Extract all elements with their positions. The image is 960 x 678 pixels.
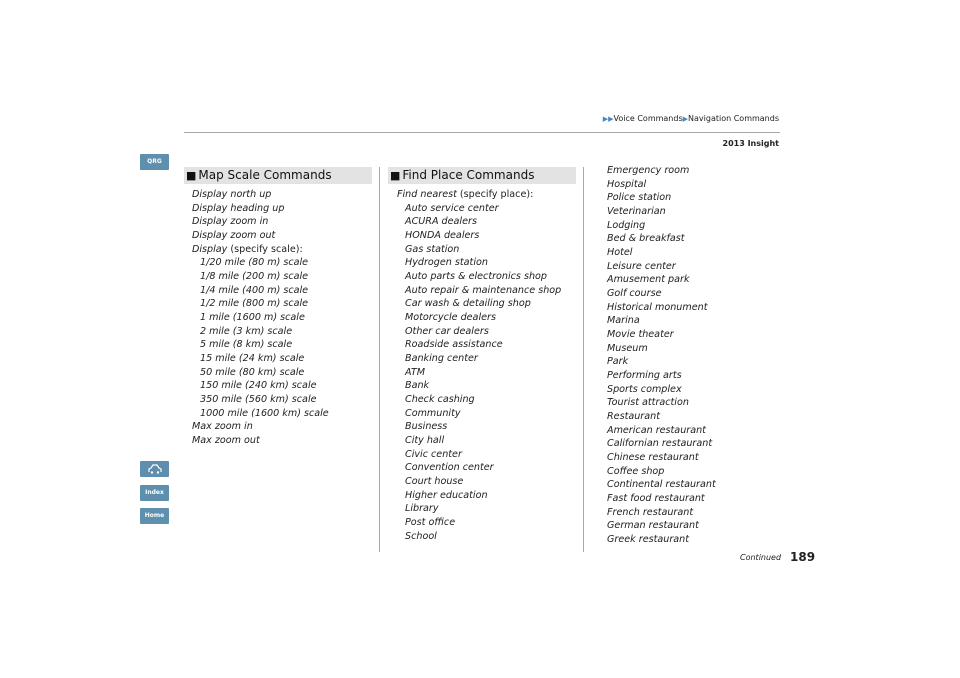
list-item-text: Chinese restaurant [607,452,699,464]
list-item-text: 15 mile (24 km) scale [200,353,305,365]
list-item [397,434,561,448]
list-item [607,301,716,315]
list-item-text: Bank [405,380,430,392]
list-item [192,407,329,421]
list-item-text: Court house [405,476,464,488]
list-item-text: French restaurant [607,506,694,518]
list-item [607,260,716,274]
list-item [397,502,561,516]
list-item [397,366,561,380]
list-item-text: Lodging [607,219,646,231]
list-item-text: Gas station [405,243,460,255]
breadcrumb [603,114,779,123]
list-item-text: Park [607,356,629,368]
list-item [192,393,329,407]
list-item [607,533,716,547]
header-divider [184,132,780,133]
list-item-text: Higher education [405,489,488,501]
list-item-text: Car wash & detailing shop [405,298,531,310]
list-item [607,342,716,356]
list-item [397,461,561,475]
list-item-text: Hotel [607,247,633,259]
list-item [607,355,716,369]
list-item [192,229,329,243]
list-item-text: Motorcycle dealers [405,312,496,324]
list-item [397,489,561,503]
list-item [397,393,561,407]
square-bullet-icon: ■ [186,169,197,182]
list-item-text: 1 mile (1600 m) scale [200,312,305,324]
list-item [397,407,561,421]
list-item [397,215,561,229]
list-item [192,243,329,257]
list-item-text: ATM [405,366,426,378]
list-item [397,325,561,339]
list-item-text: Tourist attraction [607,397,689,409]
list-item-text: Auto service center [405,202,499,214]
list-item-text: 50 mile (80 km) scale [200,366,305,378]
list-item-text: Display zoom out [192,230,276,242]
list-item [192,311,329,325]
column-divider [379,167,380,552]
list-item [192,366,329,380]
list-item [607,519,716,533]
list-item [607,178,716,192]
list-item [192,297,329,311]
list-item [607,424,716,438]
list-item [192,325,329,339]
list-item-text: Museum [607,342,648,354]
list-item-text: Continental restaurant [607,479,716,491]
list-item-text: Restaurant [607,411,660,423]
list-item [192,256,329,270]
model-label: 2013 Insight [722,139,779,148]
list-item-text: Movie theater [607,329,674,341]
list-item [192,270,329,284]
list-item [397,475,561,489]
list-item [192,215,329,229]
list-item [397,188,561,202]
list-item-text: American restaurant [607,424,706,436]
list-item [397,311,561,325]
list-item [607,465,716,479]
list-item-text: Banking center [405,353,478,365]
list-item [397,229,561,243]
list-item [397,420,561,434]
list-item-text: Historical monument [607,301,708,313]
list-item-text: Californian restaurant [607,438,713,450]
list-item [607,191,716,205]
list-item [397,530,561,544]
list-item [397,448,561,462]
list-item [607,219,716,233]
list-item-text: Business [405,421,448,433]
list-item [192,338,329,352]
list-item-note: (specify place): [456,189,534,200]
list-item-text: Hydrogen station [405,257,488,269]
list-item [397,202,561,216]
list-item [607,396,716,410]
map-scale-list [192,188,329,448]
list-item-text: Golf course [607,288,662,300]
list-item [397,379,561,393]
toc-tab[interactable] [140,461,169,477]
list-item-text: German restaurant [607,520,699,532]
list-item-text: 150 mile (240 km) scale [200,380,317,392]
list-item-text: Auto parts & electronics shop [405,271,548,283]
list-item-text: Library [405,503,439,515]
list-item [397,284,561,298]
find-place-list [397,188,561,543]
list-item-text: Display [192,243,228,255]
list-item [397,297,561,311]
car-icon [148,464,162,474]
list-item [607,287,716,301]
list-item [607,232,716,246]
list-item-text: 1/20 mile (80 m) scale [200,257,309,269]
list-item-text: Display heading up [192,202,285,214]
list-item-text: Roadside assistance [405,339,503,351]
list-item-text: 1/2 mile (800 m) scale [200,298,309,310]
triangle-right-icon: ▶ [682,115,689,123]
list-item-text: 1/8 mile (200 m) scale [200,271,309,283]
find-place-continued-list [607,164,716,547]
list-item [607,246,716,260]
list-item-text: Police station [607,192,672,204]
list-item-text: Post office [405,517,456,529]
list-item [607,410,716,424]
index-tab[interactable]: Index [140,485,169,501]
list-item-note: (specify scale): [227,243,303,255]
list-item-text: Leisure center [607,260,676,272]
list-item-text: 2 mile (3 km) scale [200,325,293,337]
list-item [397,256,561,270]
list-item-text: Display north up [192,189,272,200]
list-item [607,437,716,451]
list-item [607,492,716,506]
qrg-tab[interactable]: QRG [140,154,169,170]
list-item-text: Auto repair & maintenance shop [405,284,562,296]
triangle-right-icon: ▶ [602,115,609,123]
list-item [192,188,329,202]
list-item-text: 1000 mile (1600 km) scale [200,407,329,419]
list-item [192,284,329,298]
list-item-text: Community [405,407,461,419]
list-item [607,478,716,492]
find-place-heading: ■ Find Place Commands [388,167,576,184]
home-tab[interactable]: Home [140,508,169,524]
list-item [397,270,561,284]
list-item-text: Sports complex [607,383,682,395]
list-item-text: Coffee shop [607,465,665,477]
list-item [397,352,561,366]
list-item [607,205,716,219]
list-item [192,434,329,448]
list-item [607,383,716,397]
list-item-text: Amusement park [607,274,690,286]
list-item-text: Bed & breakfast [607,233,685,245]
list-item-text: Performing arts [607,370,682,382]
list-item-text: 5 mile (8 km) scale [200,339,293,351]
list-item-text: Greek restaurant [607,534,690,546]
list-item-text: Max zoom out [192,435,260,447]
list-item-text: Emergency room [607,165,690,176]
list-item-text: 1/4 mile (400 m) scale [200,284,309,296]
list-item-text: Marina [607,315,640,327]
list-item [192,420,329,434]
list-item-text: 350 mile (560 km) scale [200,394,317,406]
list-item-text: Fast food restaurant [607,493,705,505]
list-item-text: Display zoom in [192,216,269,228]
list-item [397,243,561,257]
triangle-right-icon: ▶ [608,115,614,123]
list-item [192,379,329,393]
list-item-text: Other car dealers [405,325,489,337]
square-bullet-icon: ■ [390,169,401,182]
list-item-text: ACURA dealers [405,216,477,228]
list-item [397,516,561,530]
list-item-text: Convention center [405,462,494,474]
list-item [607,314,716,328]
list-item [607,328,716,342]
list-item [607,164,716,178]
list-item [607,451,716,465]
list-item-text: Hospital [607,178,647,190]
list-item [607,369,716,383]
continued-label: Continued [740,553,782,562]
list-item-text: Civic center [405,448,462,460]
list-item-text: School [405,530,437,542]
list-item-text: Veterinarian [607,206,666,218]
list-item-text: City hall [405,435,445,447]
list-item [192,202,329,216]
breadcrumb-voice-commands[interactable]: Voice Commands [613,114,683,123]
list-item-text: HONDA dealers [405,230,480,242]
list-item [607,273,716,287]
list-item [607,506,716,520]
list-item-text: Max zoom in [192,421,253,433]
list-item [397,338,561,352]
column-divider [583,167,584,552]
list-item [192,352,329,366]
list-item-text: Check cashing [405,394,475,406]
page-number: 189 [790,550,816,564]
map-scale-heading: ■ Map Scale Commands [184,167,372,184]
list-item-text: Find nearest [397,189,457,200]
breadcrumb-navigation-commands[interactable]: Navigation Commands [688,114,779,123]
